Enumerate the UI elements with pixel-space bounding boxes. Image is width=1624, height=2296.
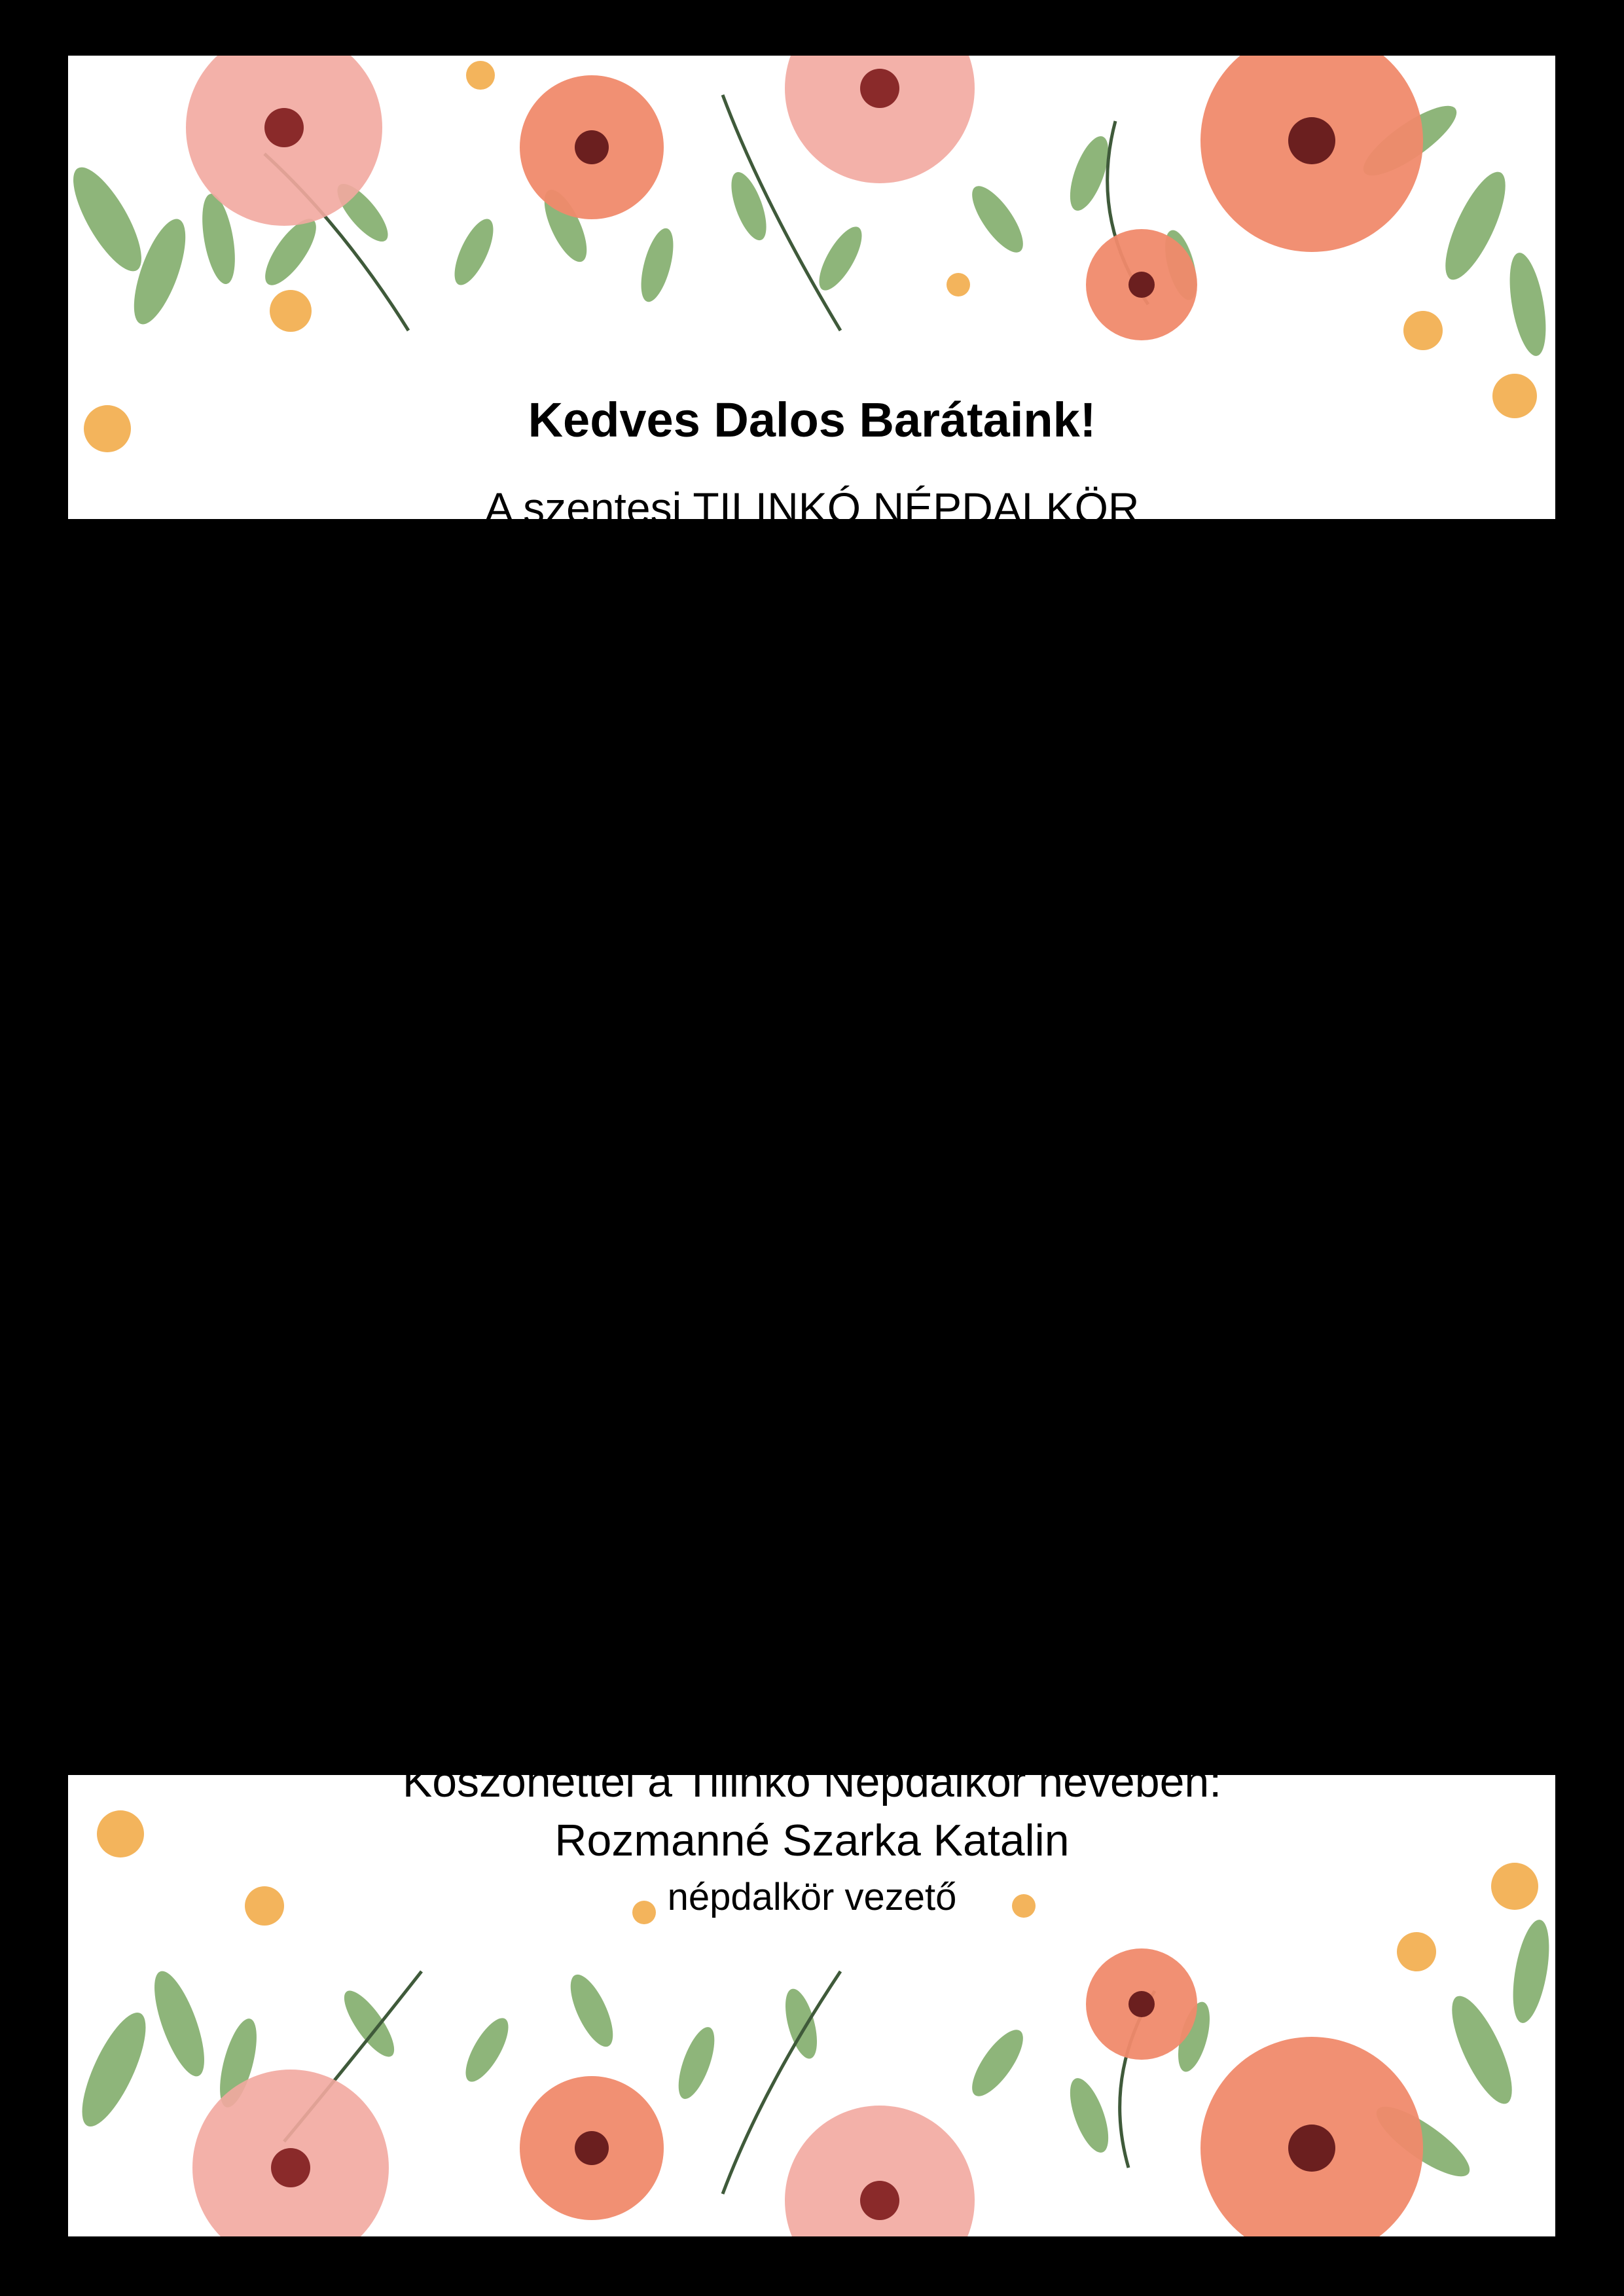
arrow-bullet-icon: ➢ — [528, 1171, 563, 1219]
amely-line: amely — [754, 734, 870, 782]
event-date: 2025. március 29-én (szombat) 10 órai kezdettel — [310, 816, 1314, 865]
performer-item: ➢ Tilinkó Népdalkör - Szentes — [533, 1442, 1091, 1490]
arrow-bullet-icon: ➢ — [245, 1333, 281, 1381]
event-title: NÉPDALKÖR TALÁLKOZÓJÁRA, — [437, 645, 1187, 698]
top-floral-banner — [68, 56, 1555, 519]
performer-item: ➢ Felgyői Dalárda — [641, 1278, 983, 1327]
greeting-heading: Kedves Dalos Barátaink! — [528, 393, 1096, 447]
arrow-bullet-icon: ➢ — [533, 1442, 569, 1490]
thanks-line: Köszönettel a Tilinkó Népdalkör nevében: — [402, 1757, 1222, 1806]
artistic-director: Művészeti vezető: Bagi Ferenc — [525, 1660, 1099, 1707]
address-line: Szentes, Tóth József u. 10-14. — [519, 1015, 1105, 1064]
contributor-item: ➢ Nagy Ádám népzenész - Pusztaföldvár — [426, 1551, 1198, 1599]
performer-item: ➢ Murgács Kálmán Nóta Klub - Székkutas — [418, 1388, 1206, 1436]
performers-heading: Fellépő népzenei csoportok: — [541, 1117, 1083, 1165]
intro-line-2: szeretettel meghívja Önt és családját — [458, 567, 1166, 615]
arrow-bullet-icon: ➢ — [641, 1278, 677, 1327]
arrow-bullet-icon: ➢ — [417, 1225, 452, 1273]
contributor-item: ➢ Jövőnkért Néptáncegyüttes - Szentes — [440, 1605, 1184, 1653]
arrow-bullet-icon: ➢ — [418, 1388, 454, 1436]
performer-item: ➢ Hagyományőrző és Nyugdíjas Egyesület- Kunszentmárton — [245, 1333, 1379, 1381]
performer-item: ➢ Bárdos János Népdalkör - Derekegyház — [417, 1225, 1207, 1273]
arrow-bullet-icon: ➢ — [440, 1605, 476, 1653]
intro-line-1: A szentesi TILINKÓ NÉPDALKÖR — [484, 484, 1140, 532]
floral-decoration — [68, 56, 1555, 519]
signatory-name: Rozmanné Szarka Katalin — [554, 1816, 1070, 1865]
venue-line: a Művelődési és Ifjúsági Házban — [501, 956, 1123, 1005]
performer-item: ➢ Repülj Páva Kör - Csongrád — [528, 1171, 1096, 1219]
signatory-role: népdalkör vezető — [667, 1876, 957, 1918]
arrow-bullet-icon: ➢ — [426, 1551, 462, 1599]
contributors-heading: Közreműködnek: — [655, 1496, 969, 1543]
held-line: kerül megrendezésre — [609, 899, 1015, 948]
